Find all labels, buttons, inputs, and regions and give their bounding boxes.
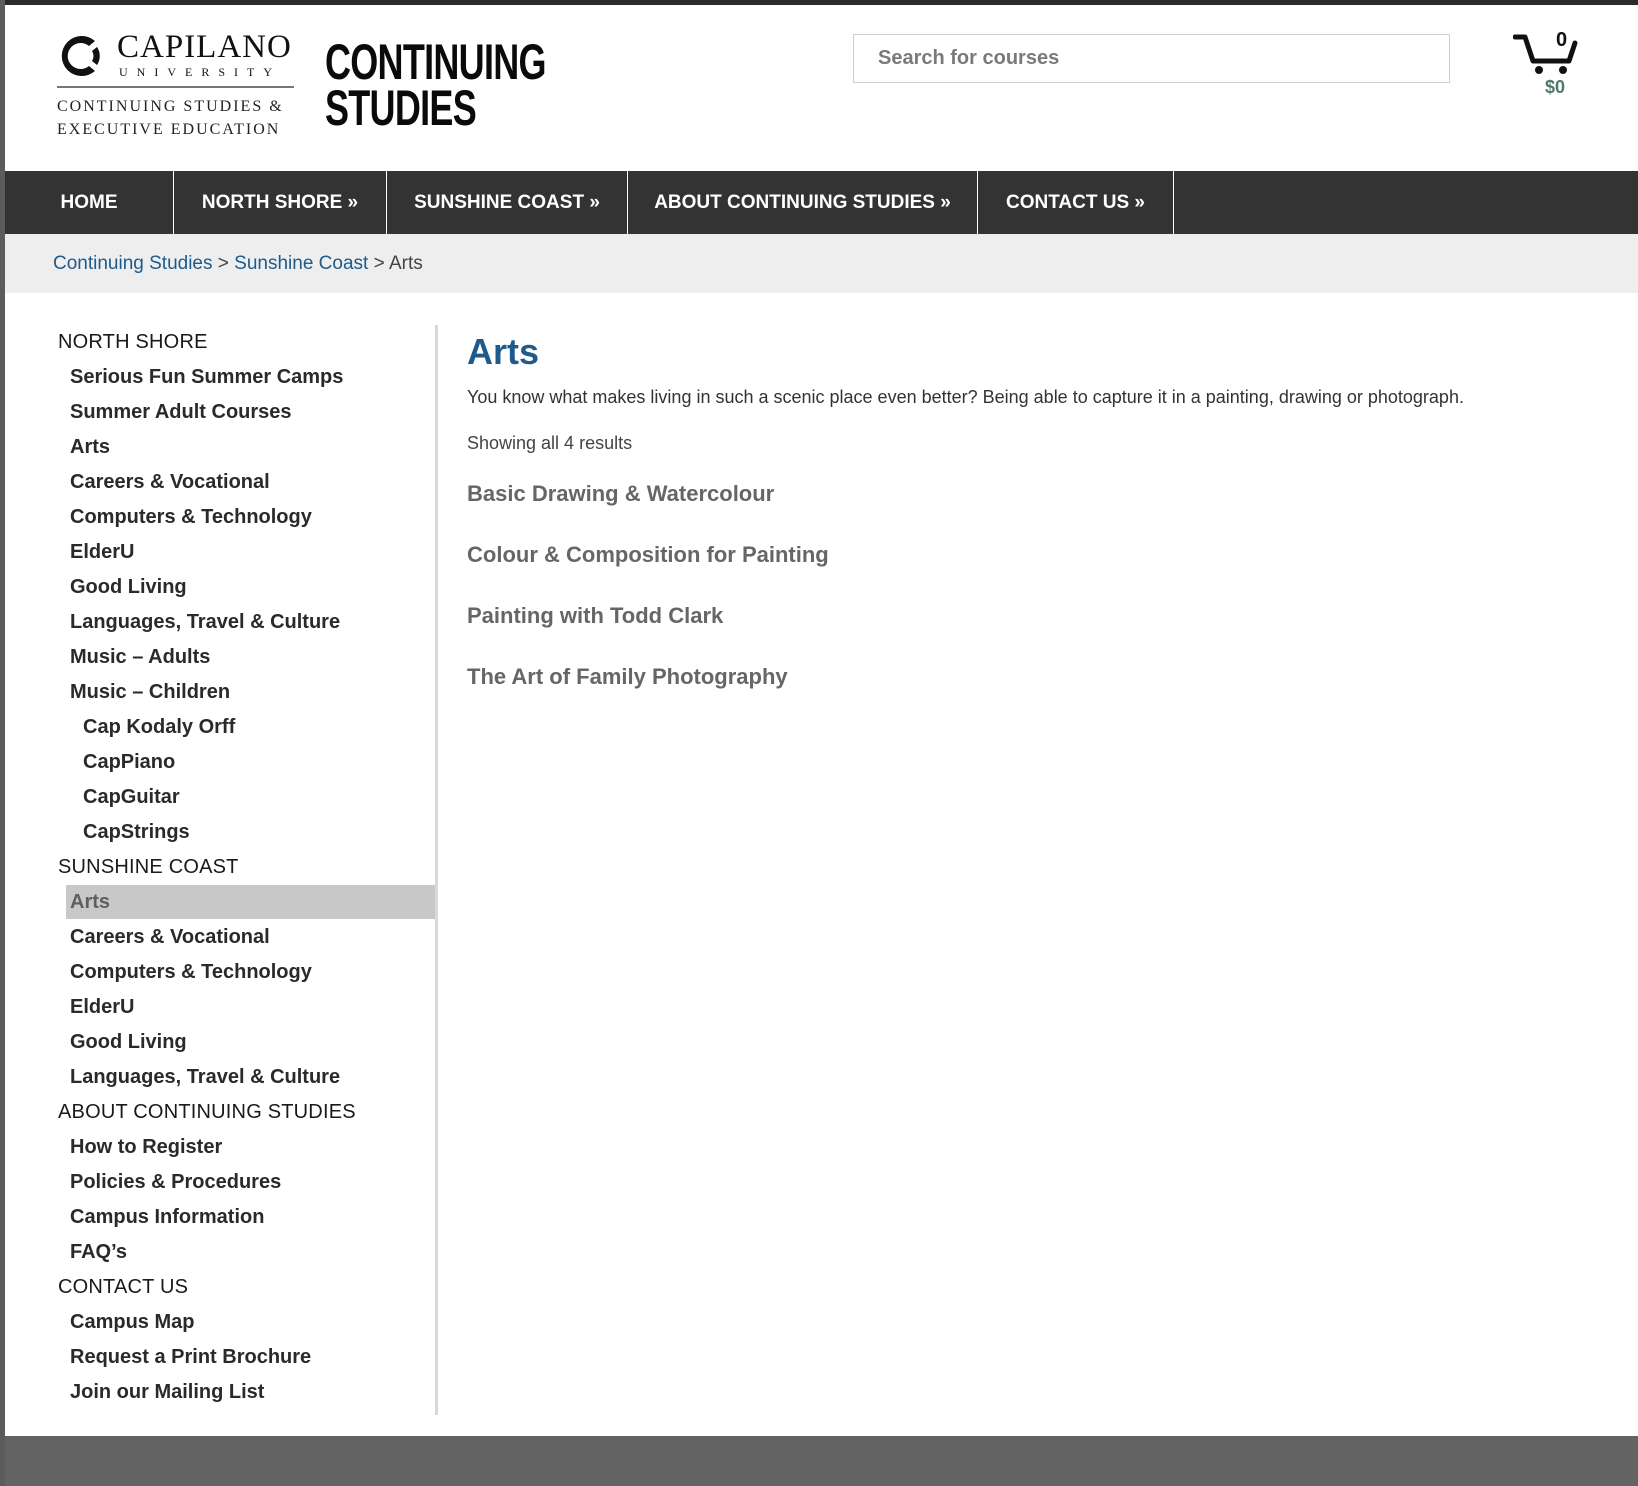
product-link[interactable]: Painting with Todd Clark [467, 603, 724, 628]
main-nav [5, 171, 1638, 234]
site-title[interactable] [325, 34, 546, 136]
sidebar-active-highlight [66, 885, 435, 919]
sidebar-item-sc-good-living[interactable]: Good Living [70, 1031, 187, 1053]
product-link[interactable]: Colour & Composition for Painting [467, 542, 829, 567]
cart-widget[interactable] [1513, 27, 1593, 107]
sidebar-heading-contact[interactable]: CONTACT US [58, 1276, 189, 1298]
breadcrumb [5, 234, 1638, 293]
sidebar-item-mailing-list[interactable]: Join our Mailing List [70, 1381, 265, 1403]
sidebar-item-cappiano[interactable]: CapPiano [83, 751, 176, 773]
sidebar-item-ns-summer-camps[interactable]: Serious Fun Summer Camps [70, 366, 344, 388]
sidebar-item-how-to-register[interactable]: How to Register [70, 1136, 223, 1158]
site-footer [5, 1436, 1638, 1486]
site-header [5, 5, 1638, 171]
logo-university: UNIVERSITY [119, 65, 281, 79]
sidebar-item-sc-arts[interactable]: Arts [70, 891, 111, 913]
logo-name: CAPILANO [117, 29, 292, 65]
page-title: Arts [467, 331, 540, 372]
sidebar-item-faqs[interactable]: FAQ’s [70, 1241, 128, 1263]
sidebar-item-ns-arts[interactable]: Arts [70, 436, 111, 458]
sidebar-heading-sunshine-coast[interactable]: SUNSHINE COAST [58, 856, 239, 878]
sidebar-item-ns-music-children[interactable]: Music – Children [70, 681, 231, 703]
cart-count: 0 [1556, 29, 1568, 51]
sidebar-item-ns-elderu[interactable]: ElderU [70, 541, 135, 563]
sidebar-item-ns-languages[interactable]: Languages, Travel & Culture [70, 611, 341, 633]
sidebar-item-sc-languages[interactable]: Languages, Travel & Culture [70, 1066, 341, 1088]
sidebar-item-ns-summer-adult[interactable]: Summer Adult Courses [70, 401, 292, 423]
breadcrumb-separator: > [373, 253, 385, 274]
sidebar-item-cap-kodaly-orff[interactable]: Cap Kodaly Orff [83, 716, 236, 738]
sidebar-item-campus-info[interactable]: Campus Information [70, 1206, 265, 1228]
sidebar-item-ns-careers[interactable]: Careers & Vocational [70, 471, 270, 493]
sidebar-item-policies[interactable]: Policies & Procedures [70, 1171, 282, 1193]
logo-subtitle-line1: CONTINUING STUDIES & [57, 98, 284, 115]
result-count: Showing all 4 results [467, 433, 633, 453]
search-input[interactable] [853, 34, 1450, 83]
shopping-cart-icon [1513, 31, 1579, 75]
nav-contact[interactable]: CONTACT US » [978, 171, 1174, 234]
cart-total: $0 [1545, 77, 1566, 97]
sidebar-item-capguitar[interactable]: CapGuitar [83, 786, 180, 808]
site-title-line1: CONTINUING [325, 34, 546, 90]
logo-subtitle-line2: EXECUTIVE EDUCATION [57, 121, 281, 138]
category-description: You know what makes living in such a scenic place even better? Being able to capture it in a painting, drawing or photograph. [467, 387, 1464, 407]
sidebar-item-sc-careers[interactable]: Careers & Vocational [70, 926, 270, 948]
capilano-logo[interactable] [55, 27, 300, 147]
site-title-line2: STUDIES [325, 80, 476, 136]
category-sidebar [5, 325, 438, 1415]
breadcrumb-sunshine-coast[interactable]: Sunshine Coast [234, 253, 369, 274]
sidebar-item-ns-computers[interactable]: Computers & Technology [70, 506, 312, 528]
product-link[interactable]: Basic Drawing & Watercolour [467, 481, 775, 506]
nav-about[interactable]: ABOUT CONTINUING STUDIES » [628, 171, 978, 234]
sidebar-item-print-brochure[interactable]: Request a Print Brochure [70, 1346, 312, 1368]
breadcrumb-current: Arts [388, 253, 423, 274]
nav-sunshine-coast[interactable]: SUNSHINE COAST » [387, 171, 628, 234]
sidebar-item-campus-map[interactable]: Campus Map [70, 1311, 195, 1333]
sidebar-item-sc-elderu[interactable]: ElderU [70, 996, 135, 1018]
sidebar-item-ns-music-adults[interactable]: Music – Adults [70, 646, 211, 668]
product-link[interactable]: The Art of Family Photography [467, 664, 788, 689]
sidebar-item-ns-good-living[interactable]: Good Living [70, 576, 187, 598]
nav-north-shore[interactable]: NORTH SHORE » [174, 171, 387, 234]
sidebar-item-sc-computers[interactable]: Computers & Technology [70, 961, 312, 983]
sidebar-heading-north-shore[interactable]: NORTH SHORE [58, 331, 208, 353]
sidebar-heading-about[interactable]: ABOUT CONTINUING STUDIES [58, 1101, 356, 1123]
sidebar-item-capstrings[interactable]: CapStrings [83, 821, 190, 843]
nav-home[interactable]: HOME [5, 171, 174, 234]
main-content [467, 325, 1617, 1375]
logo-divider [57, 86, 294, 88]
breadcrumb-separator: > [217, 253, 229, 274]
capilano-mark-icon [57, 33, 105, 79]
breadcrumb-continuing-studies[interactable]: Continuing Studies [53, 253, 213, 274]
